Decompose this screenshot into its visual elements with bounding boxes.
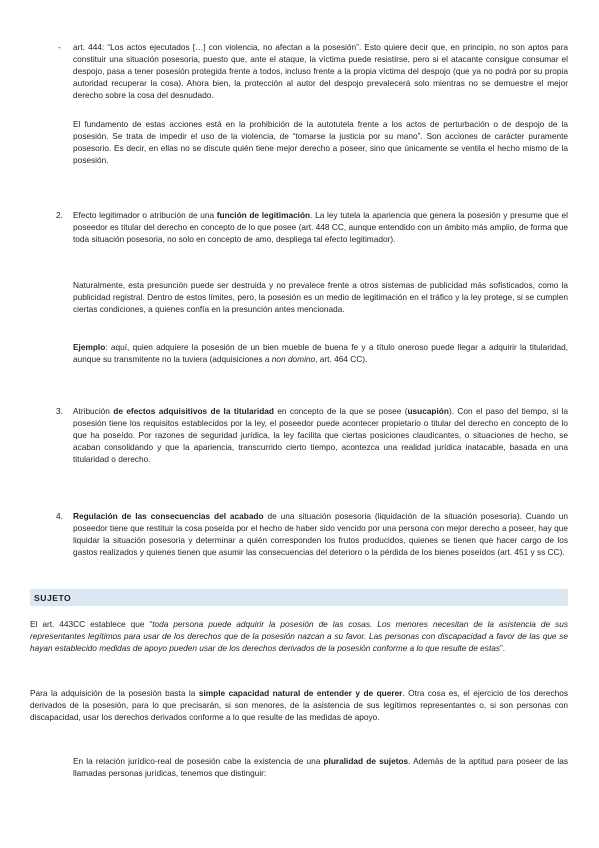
item-2-bold: función de legitimación xyxy=(216,210,311,220)
item-3-paragraph xyxy=(73,405,568,465)
item-2-text-pre: Efecto legitimador o atribución de una xyxy=(73,210,217,220)
sujeto-p3-post: . Además de la aptitud para poseer de las llamadas personas jurídicas, tenemos que distinguir: xyxy=(73,756,568,778)
sujeto-p2-pre: Para la adquisición de la posesión basta la xyxy=(30,688,199,698)
sujeto-capacidad-paragraph xyxy=(30,687,568,723)
example-text-pre: : aquí, quien adquiere la posesión de un bien mueble de buena fe y a título oneroso puede llegar a adquirir la titularidad, aunque su transmitente no la tuviera (adquisiciones a xyxy=(73,342,568,364)
list-number-4: 4. xyxy=(56,511,63,521)
sujeto-art-443-paragraph xyxy=(30,618,568,654)
item-3-text-post: ). Con el paso del tiempo, si la posesión tiene los requisitos establecidos por la ley, el poseedor puede acontecer propietario o titular del derecho en concepto de lo que ha poseído. Por razones de seguridad jurídica, la ley facilita que ciertas posiciones claudicantes, o situaciones de hecho, se acaban consolidando y que la apariencia, transcurrido cierto tiempo, acontezca una realidad jurídica inatacable, basada en una titularidad o derecho. xyxy=(73,406,568,464)
item-4-paragraph xyxy=(73,510,568,558)
fundamento-paragraph: El fundamento de estas acciones está en la prohibición de la autotutela frente a los actos de perturbación o de despojo de la posesión. Se trata de impedir el uso de la violencia, de “tomarse la justicia por su mano”. Son acciones de carácter puramente posesorio. Es decir, en ellas no se discute quién tiene mejor derecho a poseer, sino que únicamente se ventila el hecho mismo de la posesión. xyxy=(73,119,568,165)
sujeto-p1-pre: El art. 443CC establece que “ xyxy=(30,619,153,629)
sujeto-p1-quote: toda persona puede adquirir la posesión de las cosas. Los menores necesitan de la asistencia de sus representantes legítimos para usar de los derechos que de la posesión nazcan a su favor. Las personas con discapacidad a favor de las que se hayan establecido medidas de apoyo pueden usar de los derechos derivados de la posesión conforme a lo que resulte de estas xyxy=(30,619,568,653)
art-444-text: : “Los actos ejecutados […] con violencia, no afectan a la posesión”. Esto quiere decir que, en principio, no son aptos para constituir una situación posesoria, puesto que, ante el ataque, la víctima puede resistirse, pero si el atacante consigue consumar el despojo, pasa a tener posesión protegida frente a todos, incluso frente a la propia víctima del despojo (que ya no podrá por su propia autoridad recuperar la cosa). Ahora bien, la protección al autor del despojo prevalecerá solo mientras no se demuestre el mejor derecho sobre la cosa del desnudado. xyxy=(73,42,568,100)
list-dash-marker: - xyxy=(58,42,61,52)
item-3-bold: de efectos adquisitivos de la titularidad xyxy=(113,406,274,416)
example-italic: non domino xyxy=(271,354,316,364)
sujeto-p2-post: . Otra cosa es, el ejercicio de los derechos derivados de la posesión, para lo que precisarán, si son menores, de la asistencia de sus legítimos representantes o, si son personas con discapacidad, usar los derechos derivados conforme a lo que resulte de las medidas de apoyo. xyxy=(30,688,568,722)
list-number-2: 2. xyxy=(56,210,63,220)
list-number-3: 3. xyxy=(56,406,63,416)
sujeto-p3-pre: En la relación jurídico-real de posesión cabe la existencia de una xyxy=(73,756,324,766)
section-heading-bar xyxy=(30,589,568,606)
art-444-label: art. 444 xyxy=(73,42,102,52)
item-2-presuncion-paragraph: Naturalmente, esta presunción puede ser destruida y no prevalece frente a otros sistemas de publicidad más sofisticados, como la publicidad registral. Dentro de estos límites, pero, la posesión es un medio de legitimación en el tráfico y la ley protege, si se cumplen ciertas condiciones, a quienes confía en la presunción antes mencionada. xyxy=(73,280,568,314)
example-label: Ejemplo xyxy=(73,342,106,352)
item-2-paragraph xyxy=(73,209,568,245)
section-heading-sujeto: SUJETO xyxy=(34,593,72,603)
sujeto-pluralidad-paragraph xyxy=(73,755,568,779)
item-3-text-mid: en concepto de la que se posee ( xyxy=(273,406,408,416)
sujeto-p3-bold: pluralidad de sujetos xyxy=(323,756,409,766)
sujeto-p1-post: ”. xyxy=(500,643,506,653)
item-3-text-pre: Atribución xyxy=(73,406,114,416)
sujeto-p2-bold: simple capacidad natural de entender y de querer xyxy=(198,688,403,698)
example-text-post: , art. 464 CC). xyxy=(315,354,368,364)
item-3-bold-usucapion: usucapión xyxy=(407,406,449,416)
item-2-text-post: . La ley tutela la apariencia que genera la posesión y presume que el poseedor es titular del derecho en concepto de lo que posee (art. 448 CC, aunque entendido con un ámbito más amplio, de forma que toda situación posesoria, no solo en concepto de amo, despliega tal efecto legitimador). xyxy=(73,210,568,244)
art-444-paragraph xyxy=(73,41,568,101)
item-4-text-post: de una situación posesoria (liquidación de la situación posesoria). Cuando un poseedor tiene que restituir la cosa poseída por el hecho de haber sido vencido por una persona con mejor derecho a poseer, hay que liquidar la situación posesoria y determinar a quién corresponden los frutos producidos, quienes se tienen que hacer cargo de los gastos realizados y quienes tienen que asumir las consecuencias del deterioro o la pérdida de los bienes poseídos (art. 451 y ss CC). xyxy=(73,511,568,557)
item-2-example-paragraph xyxy=(73,341,568,365)
item-4-bold: Regulación de las consecuencias del acabado xyxy=(73,511,264,521)
